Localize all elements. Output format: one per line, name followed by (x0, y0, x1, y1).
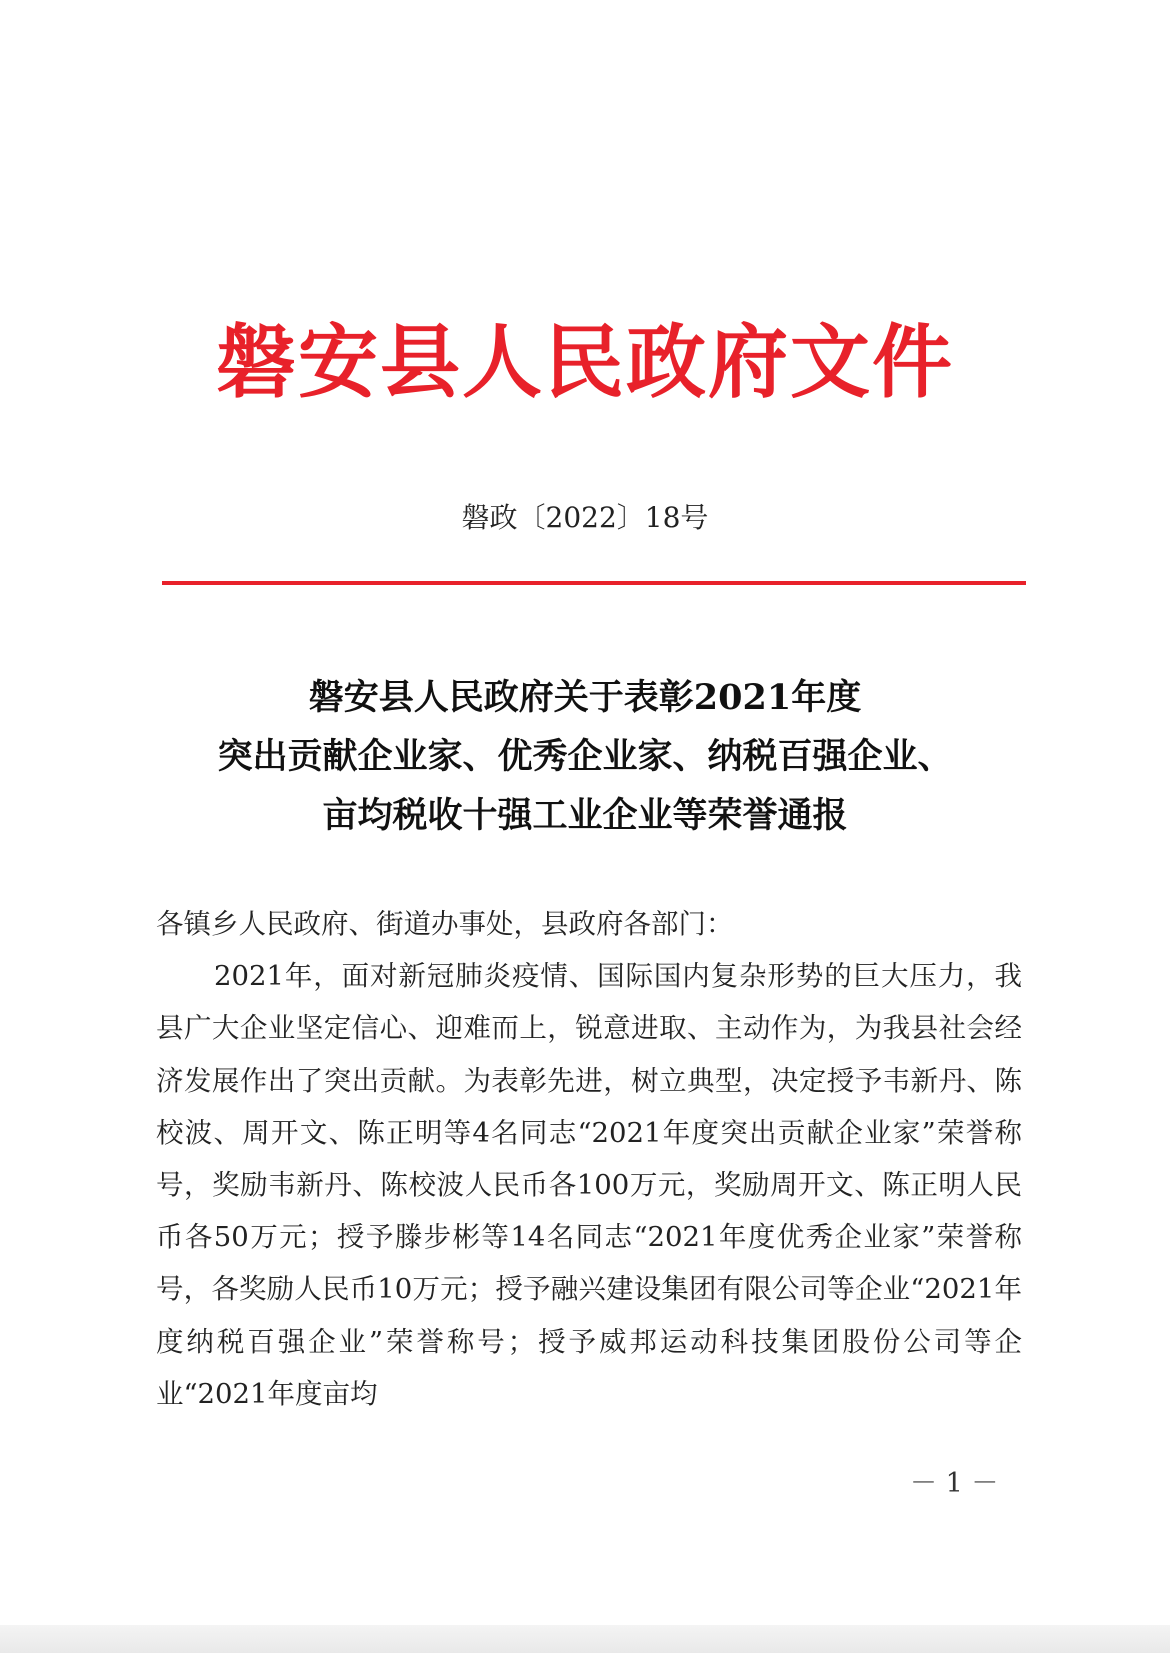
salutation: 各镇乡人民政府、街道办事处，县政府各部门： (156, 908, 734, 940)
document-number: 磐政〔2022〕18号 (461, 501, 709, 534)
title-line: 磐安县人民政府关于表彰2021年度 (308, 677, 862, 718)
document-title (0, 668, 1170, 845)
body-paragraph: 2021年，面对新冠肺炎疫情、国际国内复杂形势的巨大压力，我县广大企业坚定信心、迎难而上，锐意进取、主动作为，为我县社会经济发展作出了突出贡献。为表彰先进，树立典型，决定授予韦新丹、陈校波、周开文、陈正明等4名同志“2021年度突出贡献企业家”荣誉称号，奖励韦新丹、陈校波人民币各100万元，奖励周开文、陈正明人民币各50万元；授予滕步彬等14名同志“2021年度优秀企业家”荣誉称号，各奖励人民币10万元；授予融兴建设集团有限公司等企业“2021年度纳税百强企业”荣誉称号；授予威邦运动科技集团股份公司等企业“2021年度亩均 (156, 960, 1022, 1410)
title-line: 突出贡献企业家、优秀企业家、纳税百强企业、 (217, 736, 953, 777)
title-line: 亩均税收十强工业企业等荣誉通报 (322, 795, 848, 836)
page-number: － 1 － (910, 1468, 999, 1499)
page-bottom-edge (0, 1625, 1170, 1653)
document-header: 磐安县人民政府文件 (216, 315, 954, 409)
document-body (156, 898, 1022, 1420)
red-divider-line (162, 581, 1026, 585)
